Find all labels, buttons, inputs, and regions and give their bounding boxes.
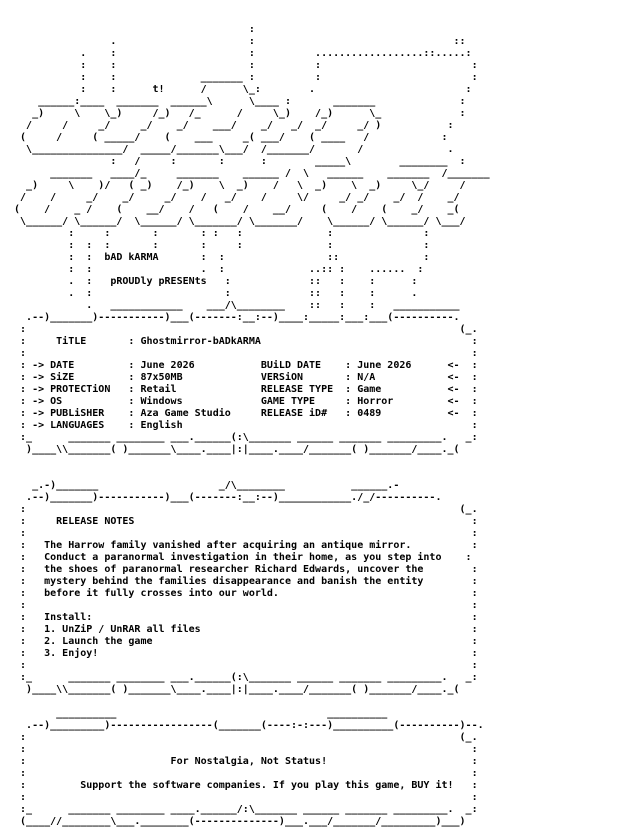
nfo-line: : (_. (8, 504, 478, 515)
nfo-line: ( / ( _____/ ( ___ _( ___/ ( ____ / : (8, 132, 448, 143)
nfo-line (8, 468, 490, 480)
nfo-line: : / : : : _____\ ________ : (8, 156, 466, 167)
nfo-line: : : (8, 792, 478, 803)
nfo-line: : : : : : (8, 60, 478, 71)
info-box-bottom-border: :_ _______ ________ ___.______(:\_______ ______ _______ _________. _: (8, 432, 478, 443)
presents-line: . : pROUDly pRESENts : :: : : : (8, 276, 418, 287)
nfo-line: ______:____ _______ ______\ \____ : _______ : (8, 96, 466, 107)
info-row-os: : -> OS : Windows GAME TYPE : Horror <- : (8, 396, 478, 407)
release-notes-text: : the shoes of paranormal researcher Richard Edwards, uncover the : (8, 564, 478, 575)
nfo-line: . : :: (8, 36, 466, 47)
nfo-line: _) \ )/ ( _) /_) \ _) / \ _) \ _) \_/ / (8, 180, 466, 191)
nfo-line: : : _______ : : : (8, 72, 478, 83)
nfo-line: . ____________ ___/\________ :: : : ___________ (8, 300, 460, 311)
info-row-languages: : -> LANGUAGES : English : (8, 420, 478, 431)
nfo-line: ( / _ / ( __/ / ( / __/ ( / ( _/ _( (8, 204, 460, 215)
install-step: : 2. Launch the game : (8, 636, 478, 647)
footer-box-top-border: __________ __________ (8, 708, 388, 719)
nfo-line: : : : : : : : : (8, 240, 430, 251)
info-box-top-border: .--)_______)-----------)___(-------:__:--)____:_____:___:___(----------. (8, 312, 460, 323)
nfo-line: / / _/ _/ _/ / _/ / \/ _/ _/ _/ / _/ (8, 192, 460, 203)
install-step: : 3. Enjoy! : (8, 648, 478, 659)
info-row-publisher: : -> PUBLiSHER : Aza Game Studio RELEASE iD# : 0489 <- : (8, 408, 478, 419)
nfo-line: : (_. (8, 324, 478, 335)
nfo-line: \______/ \______/ \______/ \_______/ \_______/ \______/ \______/ \___/ (8, 216, 466, 227)
notes-box-bottom-border: :_ _______ ________ ___.______(:\_______ ______ _______ _________. _: (8, 672, 478, 683)
nfo-line: : : (8, 768, 478, 779)
nfo-line: . : : :: : : . (8, 288, 418, 299)
nfo-line: : : (8, 600, 478, 611)
slogan-line: : For Nostalgia, Not Status! : (8, 756, 478, 767)
nfo-line: : : : : : : : : (8, 228, 430, 239)
footer-box-bottom-border: (____//________\___.________(--------------)___.___/_______/_________)___) (8, 816, 466, 827)
footer-box-bottom-border: :_ _______ ________ ____.______/:\_______ ______ _______ _________. _: (8, 804, 478, 815)
info-box-bottom-border: )____\\_______( )_______\____.____|:|____.____/_______( )_______/____._( (8, 444, 460, 455)
nfo-line: . : : ..................::.....: (8, 48, 472, 59)
nfo-line: / / _/ _/ _/ ___/ _/ _/ _/ _/ ) : (8, 120, 454, 131)
footer-box-top-border: .--)_________)-----------------(_______(----:-:---)__________(----------)--. (8, 720, 484, 731)
release-title-line: : TiTLE : Ghostmirror-bADkARMA : (8, 336, 478, 347)
nfo-line: _) \ \_) /_) /_ / \_) /_) \_ : (8, 108, 466, 119)
nfo-line: : : (8, 528, 478, 539)
notes-box-top-border: _.-)_______ _/\________ ______.- (8, 480, 400, 491)
nfo-text-art (8, 0, 490, 828)
info-row-date: : -> DATE : June 2026 BUiLD DATE : June 2026 <- : (8, 360, 478, 371)
release-notes-heading: : RELEASE NOTES : (8, 516, 478, 527)
nfo-line: : : (8, 660, 478, 671)
release-notes-text: : before it fully crosses into our world. : (8, 588, 478, 599)
notes-box-top-border: .--)_______)-----------)___(-------:__:--)____________./_/----------. (8, 492, 442, 503)
release-notes-text: : The Harrow family vanished after acquiring an antique mirror. : (8, 540, 478, 551)
nfo-line: : (_. (8, 732, 478, 743)
nfo-line (8, 0, 490, 12)
info-row-protection: : -> PROTECTiON : Retail RELEASE TYPE : Game <- : (8, 384, 478, 395)
nfo-line: : (8, 24, 255, 35)
install-heading: : Install: : (8, 612, 478, 623)
nfo-line (8, 696, 490, 708)
group-name-line: : : bAD kARMA : : :: : (8, 252, 430, 263)
nfo-line: _______ ____/_ _______ ______ / \ ______ _______ /_______ (8, 168, 490, 179)
nfo-line: : : (8, 744, 478, 755)
nfo-line: \_______________/ _____/_______\___/ /_______/ / . (8, 144, 454, 155)
release-notes-text: : Conduct a paranormal investigation in their home, as you step into : (8, 552, 472, 563)
notes-box-bottom-border: )____\\_______( )_______\____.____|:|____.____/_______( )_______/____._( (8, 684, 460, 695)
nfo-line: : : t! / \_: . : (8, 84, 472, 95)
install-step: : 1. UnZiP / UnRAR all files : (8, 624, 478, 635)
release-notes-text: : mystery behind the families disappearance and banish the entity : (8, 576, 478, 587)
info-row-size: : -> SiZE : 87x50MB VERSiON : N/A <- : (8, 372, 478, 383)
nfo-line (8, 12, 490, 24)
nfo-line (8, 456, 490, 468)
support-message-line: : Support the software companies. If you play this game, BUY it! : (8, 780, 478, 791)
nfo-line: : : . : ..:: : ...... : (8, 264, 424, 275)
nfo-line: : : (8, 348, 478, 359)
